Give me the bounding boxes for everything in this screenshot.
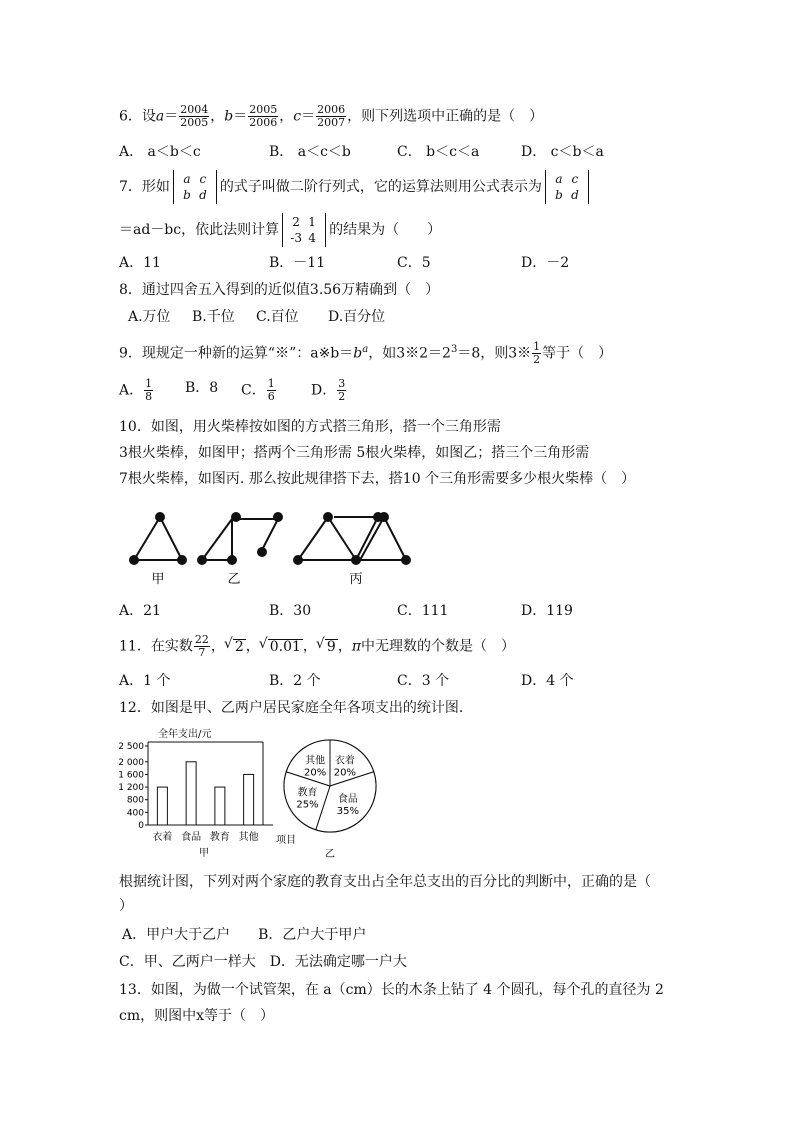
y-tick-label: 2 000 bbox=[118, 757, 144, 768]
y-tick-label: 1 600 bbox=[118, 770, 144, 781]
pie-slice-label: 衣着 bbox=[334, 755, 355, 767]
fraction: $\frac{2006}{2007}$ bbox=[317, 103, 346, 129]
question-10-line-3: 7根火柴棒，如图丙. 那么按此规律搭下去，搭10 个三角形需要多少根火柴棒（ ） bbox=[119, 471, 636, 487]
pie-slices bbox=[284, 740, 376, 832]
option-a[interactable]: A． a＜b＜c bbox=[119, 144, 201, 160]
option-d[interactable]: D.百分位 bbox=[328, 309, 386, 325]
option-b[interactable]: B．－11 bbox=[269, 255, 326, 271]
figure-label-jia: 甲 bbox=[151, 572, 165, 587]
x-tick-label: 教育 bbox=[209, 832, 230, 843]
question-8: 8．通过四舍五入得到的近似值3.56万精确到（ ） bbox=[119, 282, 440, 298]
sqrt: √ 9 bbox=[325, 639, 338, 654]
option-a[interactable]: A．11 bbox=[119, 255, 161, 271]
bar bbox=[215, 787, 225, 825]
determinant: a c b d bbox=[173, 170, 217, 204]
y-tick-label: 0 bbox=[138, 821, 144, 831]
x-tick-label: 其他 bbox=[238, 832, 259, 843]
x-labels bbox=[152, 830, 258, 843]
determinant: 2 1 -3 4 bbox=[282, 213, 326, 247]
bar bbox=[186, 762, 196, 825]
bar bbox=[244, 774, 254, 825]
question-11-options bbox=[119, 671, 679, 691]
bars bbox=[157, 762, 253, 825]
pie-chart bbox=[282, 726, 392, 862]
option-b[interactable]: B．8 bbox=[185, 380, 219, 396]
triangle-figure-bing bbox=[294, 513, 410, 564]
pie-slice-pct: 25% bbox=[296, 799, 319, 811]
bar bbox=[157, 787, 167, 825]
question-13-line-2: cm，则图中x等于（ ） bbox=[119, 1008, 275, 1024]
chart-caption: 甲 bbox=[199, 848, 209, 859]
question-6: 6．设a＝ $\frac{2004}{2005}$ ，b＝ $\frac{2005}{2006}$ ，c＝ $\frac{2006}{2007}$ ，则下列选项中正确的是（ ） bbox=[119, 103, 544, 129]
sqrt: √ 2 bbox=[233, 639, 246, 654]
pie-slice-label: 教育 bbox=[297, 787, 318, 799]
fraction: $\frac{1}{8}$ bbox=[145, 377, 153, 403]
y-tick-label: 1 200 bbox=[118, 783, 144, 794]
option-a[interactable]: A.万位 bbox=[128, 309, 171, 325]
x-axis-label: 项目 bbox=[276, 835, 296, 846]
pie-slice-pct: 20% bbox=[304, 767, 327, 779]
pie-slice-label: 其他 bbox=[305, 755, 326, 767]
triangle-figure-jia bbox=[130, 513, 186, 564]
option-c[interactable]: C． b＜c＜a bbox=[397, 144, 480, 160]
pie-slice-pct: 20% bbox=[333, 767, 356, 779]
pie-slice-label: 食品 bbox=[337, 793, 358, 805]
question-13-line-1: 13．如图，为做一个试管架，在 a（cm）长的木条上钻了 4 个圆孔，每个孔的直径为 2 bbox=[119, 982, 664, 998]
bar-chart bbox=[118, 726, 298, 862]
question-12-text: 根据统计图，下列对两个家庭的教育支出占全年总支出的百分比的判断中，正确的是（ bbox=[119, 874, 651, 890]
x-tick-label: 食品 bbox=[181, 832, 202, 843]
option-d[interactable]: D． $\frac{3}{2}$ bbox=[311, 377, 346, 403]
option-a[interactable]: A．1 个 bbox=[119, 673, 171, 689]
fraction: $\frac{1}{6}$ bbox=[267, 377, 275, 403]
question-9: 9．现规定一种新的运算“※”：$a※b=b^a$，如$3※2=2^3=8$，则3※ $\frac{1}{2}$ 等于（ ） bbox=[119, 340, 613, 367]
pie-slice-pct: 35% bbox=[336, 805, 360, 817]
y-tick-label: 400 bbox=[126, 808, 144, 819]
y-ticks bbox=[118, 742, 148, 831]
question-9-options bbox=[119, 378, 679, 408]
x-tick-label: 衣着 bbox=[152, 832, 173, 843]
question-10-line-2: 3根火柴棒，如图甲；搭两个三角形需 5根火柴棒，如图乙；搭三个三角形需 bbox=[119, 445, 590, 461]
question-12-options-ab[interactable]: A．甲户大于乙户 B．乙户大于甲户 bbox=[122, 927, 367, 943]
option-d[interactable]: D．－2 bbox=[521, 255, 570, 271]
question-11: 11．在实数 $\frac{22}{7}$ ，√ 2 ，√ 0.01 ，√ 9 ，π中无理数的个数是（ ） bbox=[119, 634, 515, 659]
option-a[interactable]: A．21 bbox=[119, 603, 161, 619]
y-tick-label: 2 500 bbox=[118, 742, 144, 752]
determinant: a c b d bbox=[545, 170, 589, 204]
option-b[interactable]: B．2 个 bbox=[269, 673, 321, 689]
fraction: $\frac{2004}{2005}$ bbox=[180, 103, 209, 129]
matchstick-figure bbox=[120, 505, 420, 590]
question-12-text-end: ） bbox=[119, 898, 133, 914]
fraction: $\frac{3}{2}$ bbox=[338, 377, 346, 403]
fraction: $\frac{2005}{2006}$ bbox=[249, 103, 278, 129]
question-12-options-cd[interactable]: C．甲、乙两户一样大 D．无法确定哪一户大 bbox=[119, 954, 407, 970]
question-7-options bbox=[119, 253, 679, 273]
figure-label-bing: 丙 bbox=[349, 572, 363, 587]
question-7-line-2: ＝ad－bc，依此法则计算 2 1 -3 4 的结果为（ ） bbox=[119, 215, 442, 245]
triangle-figure-yi bbox=[198, 513, 282, 564]
chart-title: 全年支出/元 bbox=[158, 729, 212, 740]
y-tick-label: 800 bbox=[126, 795, 144, 806]
question-12: 12．如图是甲、乙两户居民家庭全年各项支出的统计图. bbox=[119, 700, 464, 716]
option-c[interactable]: C．5 bbox=[397, 255, 431, 271]
question-7-line-1: 7．形如 a c b d 的式子叫做二阶行列式，它的运算法则用公式表示为 a c b d bbox=[119, 170, 592, 204]
fraction: $\frac{1}{2}$ bbox=[533, 340, 541, 367]
question-10-options bbox=[119, 601, 679, 621]
sqrt: √ 0.01 bbox=[268, 639, 303, 654]
figure-label-yi: 乙 bbox=[227, 572, 241, 587]
option-c[interactable]: C．111 bbox=[397, 603, 449, 619]
question-10-line-1: 10．如图，用火柴棒按如图的方式搭三角形，搭一个三角形需 bbox=[119, 419, 501, 435]
question-8-options bbox=[128, 307, 688, 327]
option-b[interactable]: B.千位 bbox=[192, 309, 235, 325]
fraction: $\frac{22}{7}$ bbox=[194, 633, 209, 659]
option-c[interactable]: C． $\frac{1}{6}$ bbox=[241, 377, 275, 403]
option-d[interactable]: D．119 bbox=[521, 603, 573, 619]
option-d[interactable]: D．4 个 bbox=[521, 673, 574, 689]
question-6-options bbox=[119, 142, 679, 162]
option-b[interactable]: B． a＜c＜b bbox=[269, 144, 351, 160]
option-b[interactable]: B．30 bbox=[269, 603, 312, 619]
option-c[interactable]: C．3 个 bbox=[397, 673, 450, 689]
option-c[interactable]: C.百位 bbox=[256, 309, 299, 325]
pie-caption: 乙 bbox=[325, 849, 335, 860]
option-d[interactable]: D． c＜b＜a bbox=[521, 144, 604, 160]
option-a[interactable]: A． $\frac{1}{8}$ bbox=[119, 377, 153, 403]
